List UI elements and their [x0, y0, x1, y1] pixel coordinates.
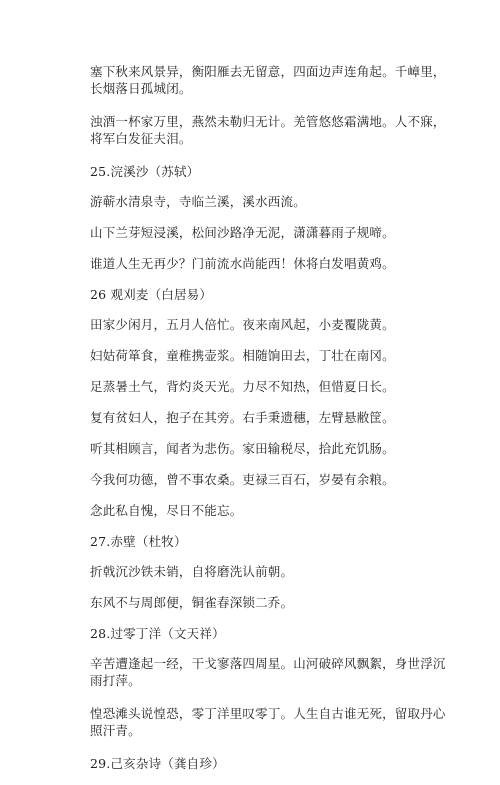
poem-line: 听其相顾言，闻者为悲伤。家田输税尽，拾此充饥肠。: [90, 441, 395, 456]
poem-line: 田家少闲月，五月人倍忙。夜来南风起，小麦覆陇黄。: [90, 317, 395, 332]
poem-line: 山下兰芽短浸溪，松间沙路净无泥，潇潇暮雨子规啼。: [90, 225, 395, 240]
poem-line: 念此私自愧，尽日不能忘。: [90, 503, 243, 518]
poem-line: 塞下秋来风景异，衡阳雁去无留意，四面边声连角起。千嶂里，长烟落日孤城闭。: [90, 64, 446, 96]
poem-line: 今我何功德，曾不事农桑。吏禄三百石，岁晏有余粮。: [90, 472, 395, 487]
poem-line: 浊酒一杯家万里，燕然未勒归无计。羌管悠悠霜满地。人不寐，将军白发征夫泪。: [90, 114, 446, 146]
poem-heading: 29.己亥杂诗（龚自珍）: [90, 756, 225, 771]
poem-line: 东风不与周郎便，铜雀春深锁二乔。: [90, 595, 294, 610]
poem-line: 谁道人生无再少？门前流水尚能西！休将白发唱黄鸡。: [90, 256, 395, 271]
poem-heading: 25.浣溪沙（苏轼）: [90, 164, 200, 179]
poem-line: 复有贫妇人，抱子在其旁。右手秉遗穗，左臂悬敝筐。: [90, 410, 395, 425]
poem-line: 游蕲水清泉寺，寺临兰溪，溪水西流。: [90, 194, 306, 209]
poem-heading: 28.过零丁洋（文天祥）: [90, 626, 225, 641]
poem-heading: 26 观刈麦（白居易）: [90, 287, 213, 302]
poem-line: 惶恐滩头说惶恐，零丁洋里叹零丁。人生自古谁无死，留取丹心照汗青。: [90, 706, 446, 738]
poem-line: 妇姑荷箪食，童稚携壶浆。相随饷田去，丁壮在南冈。: [90, 348, 395, 363]
poem-line: 辛苦遭逢起一经，干戈寥落四周星。山河破碎风飘絮，身世浮沉雨打萍。: [90, 656, 446, 688]
poem-heading: 27.赤壁（杜牧）: [90, 534, 187, 549]
document-content: [90, 63, 450, 785]
poem-line: 折戟沉沙铁未销，自将磨洗认前朝。: [90, 564, 294, 579]
poem-line: 足蒸暑土气，背灼炎天光。力尽不知热，但惜夏日长。: [90, 379, 395, 394]
